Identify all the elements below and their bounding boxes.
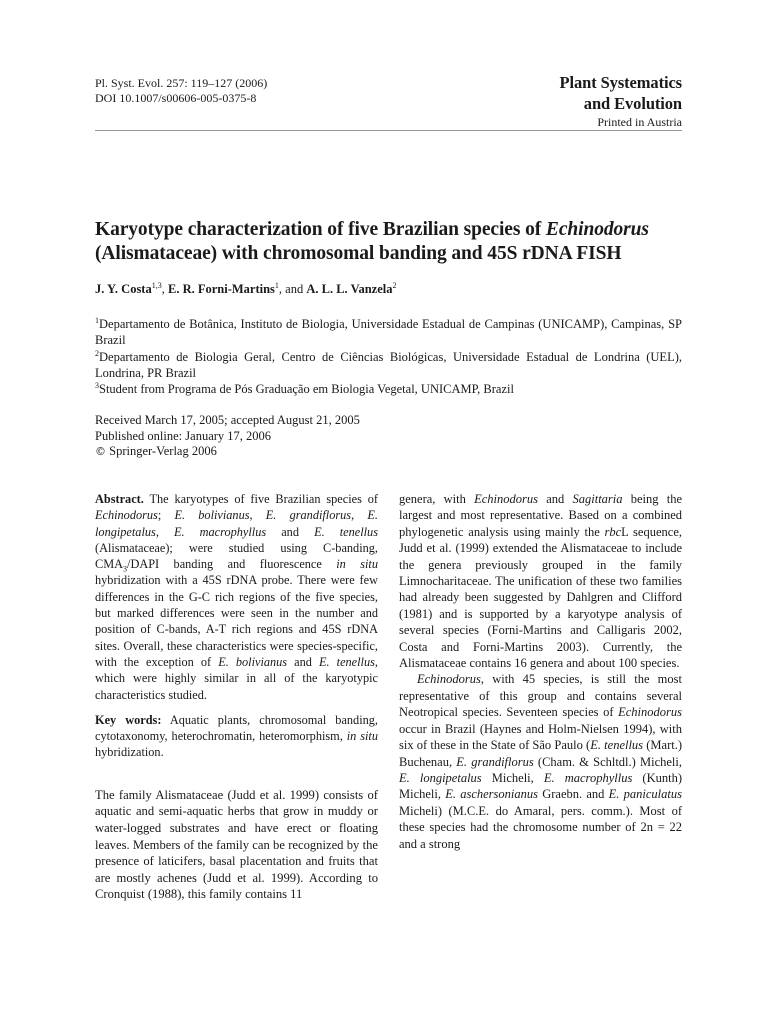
left-column (95, 491, 378, 903)
genus-name: Echinodorus (474, 492, 538, 506)
abstract-text: , (155, 524, 174, 539)
title-part1: Karyotype characterization of five Brazilian species of (95, 219, 546, 240)
author-list (95, 281, 397, 297)
affiliation-text: Departamento de Biologia Geral, Centro de Ciências Biológicas, Universidade Estadual de Londrina (UEL), Londrina, PR Brazil (95, 349, 682, 380)
affiliation-item (95, 381, 682, 397)
affiliation-item (95, 349, 682, 382)
printed-location: Printed in Austria (597, 115, 682, 129)
author-affiliation-mark: 2 (392, 280, 397, 290)
species-name: E. paniculatus (608, 787, 682, 802)
abstract-text: , (249, 508, 266, 523)
body-text: genera, with (399, 492, 475, 506)
keywords-text: Aquatic plants, chromosomal banding, cytotaxonomy, heterochromatin, heteromorphism, (95, 712, 378, 744)
affiliation-mark: 3 (95, 381, 99, 391)
abstract-text: and (266, 524, 315, 539)
species-name: E. tenellus (314, 524, 378, 539)
author-separator: , and (278, 282, 307, 296)
author-name: A. L. L. Vanzela (306, 282, 393, 296)
paper-title (95, 218, 695, 266)
affiliation-mark: 1 (95, 315, 99, 325)
introduction-paragraph: The family Alismataceae (Judd et al. 1999) consists of aquatic and semi-aquatic herbs that grow in muddy or water-logged substrates and have erect or floating leaves. Members of the family can be recognized by the presence of laticifers, basal placentation and fruits that are mostly achenes (Judd et al. 1999). According to Cronquist (1988), this family contains 11 (95, 787, 378, 902)
keywords-text: hybridization. (95, 745, 164, 760)
species-name: E. tenellus (590, 738, 644, 753)
abstract-text: /DAPI banding and fluorescence (127, 557, 337, 572)
body-text: Graebn. and (538, 787, 609, 802)
species-name: E. bolivianus (218, 654, 288, 669)
species-name: E. grandiflorus (456, 754, 534, 769)
copyright-icon: © (95, 445, 106, 458)
body-text: being the largest and most representative. Based on a combined phylogenetic analysis using mainly the (399, 492, 683, 539)
title-part2: (Alismataceae) with chromosomal banding and 45S rDNA FISH (95, 243, 622, 264)
abstract (95, 491, 378, 703)
body-text: (Cham. & Schltdl.) Micheli, (533, 754, 682, 769)
received-date: Received March 17, 2005; accepted August 21, 2005 (95, 413, 360, 427)
affiliation-text: Departamento de Botânica, Instituto de Biologia, Universidade Estadual de Campinas (UNICAMP), Campinas, SP Brazil (95, 317, 682, 348)
gene-name: rbc (604, 524, 622, 539)
abstract-text: (Alismataceae); were studied using C-banding, CMA (95, 540, 378, 572)
body-text: occur in Brazil (Haynes and Holm-Nielsen 1994), with six of these in the State of São Paulo ( (399, 721, 682, 753)
abstract-text: The karyotypes of five Brazilian species of (143, 492, 378, 506)
body-text: , with 45 species, is still the most representative of this group and contains several Neotropical species. Seventeen species of (399, 672, 682, 720)
body-text: Micheli, (481, 770, 544, 785)
title-genus: Echinodorus (545, 219, 649, 240)
citation-line: Pl. Syst. Evol. 257: 119–127 (2006) (95, 76, 268, 90)
species-name: E. macrophyllus (173, 524, 267, 539)
affiliation-text: Student from Programa de Pós Graduação em Biologia Vegetal, UNICAMP, Brazil (99, 382, 514, 397)
author-name: J. Y. Costa (95, 282, 152, 296)
species-name: E. bolivianus (174, 508, 250, 523)
latin-term: in situ (336, 557, 378, 572)
species-name: E. longipetalus (399, 770, 482, 785)
abstract-text: hybridization with a 45S rDNA probe. There were few differences in the G-C rich regions of the five species, but marked differences were seen in the number and position of C-bands, A-T rich regions and 45S rDNA sites. Overall, these characteristics were species-specific, with the exception of (95, 573, 378, 669)
abstract-text: and (287, 654, 319, 669)
abstract-text: ; (157, 508, 175, 523)
author-affiliation-mark: 1 (274, 280, 279, 290)
publication-dates (95, 413, 360, 460)
doi-line: DOI 10.1007/s00606-005-0375-8 (95, 91, 257, 105)
species-name: E. grandiflorus (265, 508, 352, 523)
species-name: E. longipetalus (95, 508, 378, 539)
copyright-text: Springer-Verlag 2006 (106, 444, 217, 458)
abstract-label: Abstract. (95, 492, 144, 506)
body-text: and (538, 492, 573, 506)
body-text: L sequence, Judd et al. (1999) extended the Alismataceae to include the genera previously grouped in the family Limnocharitaceae. The unification of these two families had already been suggested by Dahlgren and Clifford (1981) and is supported by a karyotype analysis of several species (Forni-Martins and Calligaris 2002, Costa and Forni-Martins 2003). Currently, the Alismataceae contains 16 genera and about 100 species. (399, 524, 682, 671)
copyright-line (95, 444, 360, 460)
species-name: E. macrophyllus (543, 770, 633, 785)
keywords-label: Key words: (95, 712, 162, 727)
body-paragraph (399, 671, 682, 851)
genus-name: Sagittaria (572, 492, 623, 506)
right-column (399, 491, 682, 852)
header-divider (95, 130, 682, 131)
genus-name: Echinodorus (417, 672, 481, 687)
subscript: 3 (123, 564, 128, 574)
published-date: Published online: January 17, 2006 (95, 428, 272, 443)
journal-name-block (560, 72, 683, 130)
species-name: Echinodorus (95, 508, 158, 523)
latin-term: in situ (346, 729, 378, 744)
body-text: (Kunth) Micheli, (399, 770, 682, 802)
species-name: E. tenellus (319, 654, 375, 669)
journal-name-line2: and Evolution (583, 94, 682, 113)
abstract-text: , (351, 508, 368, 523)
author-name: E. R. Forni-Martins (167, 282, 275, 296)
journal-name-line1: Plant Systematics (559, 73, 682, 92)
author-affiliation-mark: 1,3 (151, 280, 162, 290)
affiliations (95, 316, 682, 397)
genus-name: Echinodorus (618, 705, 682, 720)
keywords (95, 712, 378, 761)
affiliation-mark: 2 (95, 348, 99, 358)
affiliation-item (95, 316, 682, 349)
species-name: E. aschersonianus (445, 787, 539, 802)
citation-block (95, 76, 267, 106)
abstract-text: , which were highly similar in all of the karyotypic characteristics studied. (95, 654, 378, 702)
body-paragraph (399, 491, 682, 671)
body-text: Micheli) (M.C.E. do Amaral, pers. comm.). Most of these species had the chromosome number of 2n = 22 and a strong (399, 803, 682, 851)
author-separator: , (161, 282, 168, 296)
body-text: (Mart.) Buchenau, (399, 738, 683, 769)
